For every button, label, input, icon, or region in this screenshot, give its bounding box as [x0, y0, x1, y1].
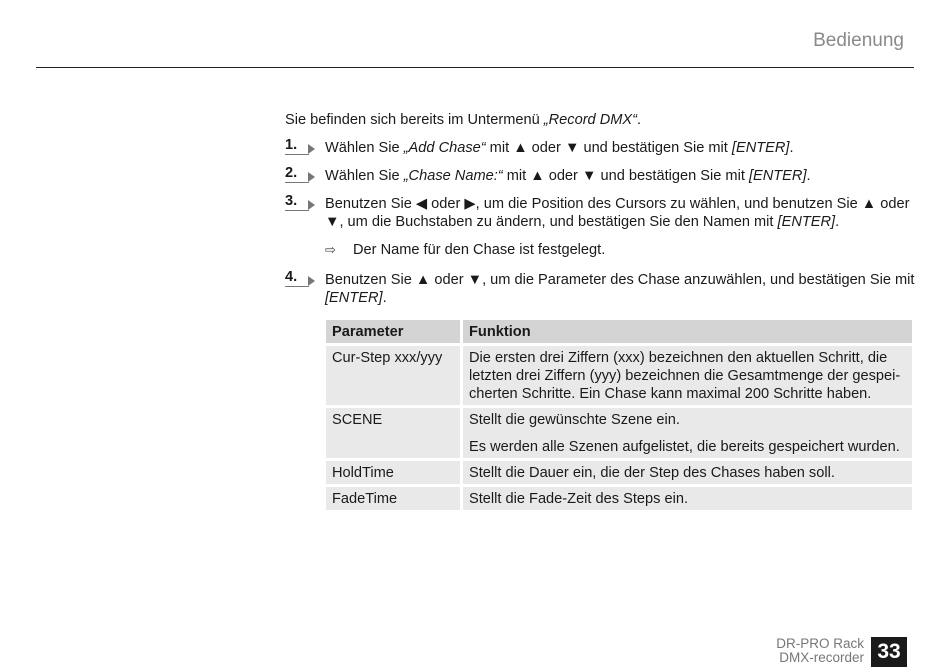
step-2	[285, 167, 915, 185]
step-text	[325, 139, 915, 157]
step-text-part: .	[789, 140, 794, 156]
step-text	[325, 167, 915, 185]
step-key-label: [ENTER]	[731, 140, 790, 156]
product-line-1: DR-PRO Rack	[776, 636, 864, 651]
step-arrow-line	[285, 286, 309, 287]
main-content	[285, 111, 915, 513]
result-arrow-icon: ⇨	[325, 242, 336, 257]
footer-product-name	[776, 637, 864, 665]
page-number: 33	[871, 637, 907, 667]
step-text-part: Wählen Sie	[325, 168, 404, 184]
step-number: 1.	[285, 137, 298, 153]
function-cell: Stellt die Dauer ein, die der Step des Chases haben soll.	[463, 461, 912, 484]
step-arrow-icon	[308, 200, 315, 210]
step-text-part: .	[806, 168, 811, 184]
parameter-table	[323, 317, 915, 513]
step-text-part: mit ▲ oder ▼ und bestätigen Sie mit	[485, 140, 732, 156]
intro-menu-name: „Record DMX“	[543, 112, 638, 128]
table-row	[326, 408, 912, 458]
function-note: Es werden alle Szenen aufgelistet, die bereits gespeichert wurden.	[469, 439, 900, 455]
step-menu-item: „Chase Name:“	[403, 168, 503, 184]
function-cell: Die ersten drei Ziffern (xxx) bezeichnen den aktuellen Schritt, die letzten drei Ziffern (yyy) bezeichnen die Gesamtmenge der gespei-cherten Schritte. Ein Chase kann maximal 200 Schritte haben.	[463, 346, 912, 405]
function-cell	[463, 408, 912, 458]
table-row	[326, 346, 912, 405]
step-text	[325, 195, 915, 231]
step-marker	[285, 139, 325, 157]
step-text-part: Benutzen Sie ◀ oder ▶, um die Position des Cursors zu wählen, und benutzen Sie ▲ oder ▼, um die Buchstaben zu ändern, und bestätigen Sie den Namen mit	[325, 196, 910, 230]
step-1	[285, 139, 915, 157]
step-arrow-line	[285, 182, 309, 183]
step-text-part: Wählen Sie	[325, 140, 404, 156]
result-text: Der Name für den Chase ist festgelegt.	[353, 242, 606, 258]
step-number: 2.	[285, 165, 298, 181]
step-text	[325, 271, 915, 307]
column-header-parameter: Parameter	[326, 320, 460, 343]
parameter-cell: SCENE	[326, 408, 460, 458]
product-line-2: DMX-recorder	[779, 650, 864, 665]
step-marker	[285, 195, 325, 213]
step-text-part: Benutzen Sie ▲ oder ▼, um die Parameter des Chase anzuwählen, und bestätigen Sie mit	[325, 272, 915, 288]
step-number: 4.	[285, 269, 298, 285]
function-text: Stellt die gewünschte Szene ein.	[469, 412, 680, 428]
step-text-part: .	[835, 214, 840, 230]
header-divider	[36, 67, 914, 68]
step-marker	[285, 167, 325, 185]
step-3	[285, 195, 915, 231]
step-4	[285, 271, 915, 307]
step-3-result	[325, 241, 915, 259]
step-text-part: .	[382, 290, 387, 306]
function-cell: Stellt die Fade-Zeit des Steps ein.	[463, 487, 912, 510]
step-arrow-line	[285, 154, 309, 155]
step-marker	[285, 271, 325, 289]
step-arrow-line	[285, 210, 309, 211]
parameter-cell: HoldTime	[326, 461, 460, 484]
table-header-row	[326, 320, 912, 343]
step-key-label: [ENTER]	[325, 290, 383, 306]
step-number: 3.	[285, 193, 298, 209]
intro-text	[285, 111, 915, 129]
step-arrow-icon	[308, 144, 315, 154]
step-arrow-icon	[308, 276, 315, 286]
intro-suffix: .	[637, 112, 642, 128]
intro-prefix: Sie befinden sich bereits im Untermenü	[285, 112, 544, 128]
step-arrow-icon	[308, 172, 315, 182]
step-key-label: [ENTER]	[748, 168, 807, 184]
step-menu-item: „Add Chase“	[403, 140, 486, 156]
step-key-label: [ENTER]	[777, 214, 836, 230]
table-row	[326, 487, 912, 510]
section-title: Bedienung	[813, 30, 904, 51]
column-header-function: Funktion	[463, 320, 912, 343]
step-text-part: mit ▲ oder ▼ und bestätigen Sie mit	[502, 168, 749, 184]
table-row	[326, 461, 912, 484]
parameter-cell: Cur-Step xxx/yyy	[326, 346, 460, 405]
parameter-cell: FadeTime	[326, 487, 460, 510]
